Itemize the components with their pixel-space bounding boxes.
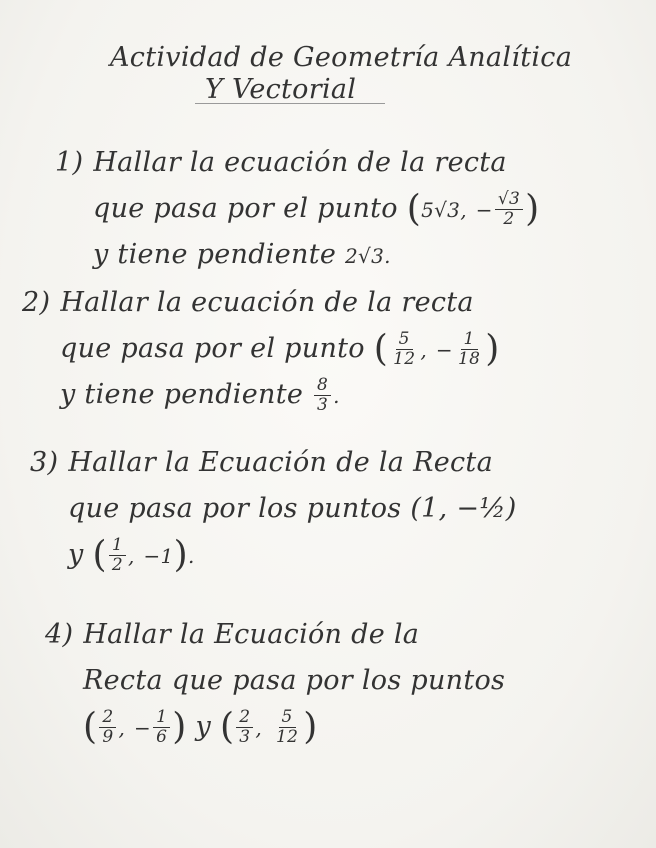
numerator: 1 bbox=[461, 330, 478, 350]
problem-number: 2) bbox=[22, 287, 51, 318]
numerator: 5 bbox=[396, 330, 413, 350]
problem-line bbox=[45, 658, 505, 704]
page-title-line2: Y Vectorial bbox=[205, 74, 357, 105]
fraction bbox=[390, 330, 418, 369]
separator: , bbox=[118, 716, 126, 740]
problem-text: Hallar la Ecuación de la Recta bbox=[68, 447, 493, 478]
fraction bbox=[455, 330, 483, 369]
problem-text: Recta que pasa por los puntos bbox=[83, 665, 506, 696]
problem-text: que pasa por el punto bbox=[93, 193, 398, 224]
separator: , bbox=[255, 716, 263, 740]
fraction bbox=[273, 708, 301, 747]
problem-line bbox=[22, 280, 500, 326]
slope-fraction bbox=[314, 376, 331, 415]
problem-text: Hallar la ecuación de la recta bbox=[93, 147, 507, 178]
denominator: 3 bbox=[239, 727, 251, 747]
numerator: 5 bbox=[279, 708, 296, 728]
numerator: 8 bbox=[314, 376, 331, 396]
problem-number: 3) bbox=[30, 447, 59, 478]
fraction bbox=[236, 708, 253, 747]
problem-text: Hallar la ecuación de la recta bbox=[60, 287, 474, 318]
numerator: 2 bbox=[236, 708, 253, 728]
page-title: Actividad de Geometría Analítica bbox=[110, 42, 573, 73]
sign: − bbox=[134, 716, 152, 740]
fraction bbox=[109, 536, 126, 575]
problem-line: que pasa por el punto (5√3, − $\frac{√3}{2}$ ) bbox=[93, 188, 540, 230]
problem-line: que pasa por el punto ( $\frac{5}{12}$ , − $\frac{1}{18}$ ) bbox=[60, 328, 500, 370]
denominator: 9 bbox=[102, 727, 114, 747]
problem-1 bbox=[55, 140, 539, 278]
problem-line bbox=[55, 232, 539, 278]
problem-text: Hallar la Ecuación de la bbox=[83, 619, 420, 650]
fraction bbox=[495, 190, 523, 229]
problem-2 bbox=[22, 280, 500, 418]
denominator: 12 bbox=[275, 727, 299, 747]
denominator: 18 bbox=[457, 349, 481, 369]
slope: 2√3. bbox=[345, 244, 391, 268]
separator: , bbox=[420, 338, 427, 362]
denominator: 3 bbox=[317, 395, 329, 415]
period: . bbox=[187, 544, 195, 568]
numerator: 2 bbox=[99, 708, 116, 728]
problem-line bbox=[22, 372, 500, 418]
conjunction: y bbox=[68, 539, 84, 570]
point-y: −1 bbox=[143, 544, 174, 568]
problem-number: 4) bbox=[45, 619, 74, 650]
problem-text: que pasa por el punto bbox=[60, 333, 365, 364]
denominator: 2 bbox=[503, 209, 515, 229]
numerator: 1 bbox=[153, 708, 170, 728]
problem-line bbox=[45, 612, 505, 658]
denominator: 2 bbox=[111, 555, 123, 575]
denominator: 12 bbox=[393, 349, 416, 369]
sign: − bbox=[475, 198, 493, 222]
conjunction: y bbox=[195, 711, 212, 742]
point-1: (1, −½) bbox=[410, 493, 517, 524]
fraction bbox=[153, 708, 170, 747]
separator: , bbox=[127, 544, 135, 568]
problem-text: y tiene pendiente bbox=[93, 239, 337, 270]
numerator: 1 bbox=[109, 536, 126, 556]
problem-line: ( $\frac{2}{9}$ , − $\frac{1}{6}$ ) y ( $\frac{2}{3}$ , $\frac{5}{12}$ ) bbox=[83, 706, 318, 748]
point-x: 5√3 bbox=[421, 198, 461, 222]
problem-4 bbox=[45, 612, 505, 750]
denominator: 6 bbox=[156, 727, 168, 747]
period: . bbox=[333, 384, 340, 408]
problem-line bbox=[55, 140, 539, 186]
problem-line bbox=[30, 486, 517, 532]
problem-text: que pasa por los puntos bbox=[68, 493, 402, 524]
title-underline bbox=[195, 103, 385, 104]
sign: − bbox=[435, 338, 453, 362]
problem-line bbox=[30, 440, 517, 486]
problem-number: 1) bbox=[55, 147, 84, 178]
problem-line: y ( $\frac{1}{2}$ , −1). bbox=[68, 534, 195, 576]
fraction bbox=[99, 708, 116, 747]
problem-3 bbox=[30, 440, 517, 578]
numerator: √3 bbox=[495, 190, 523, 210]
problem-text: y tiene pendiente bbox=[60, 379, 304, 410]
separator: , bbox=[460, 198, 467, 222]
